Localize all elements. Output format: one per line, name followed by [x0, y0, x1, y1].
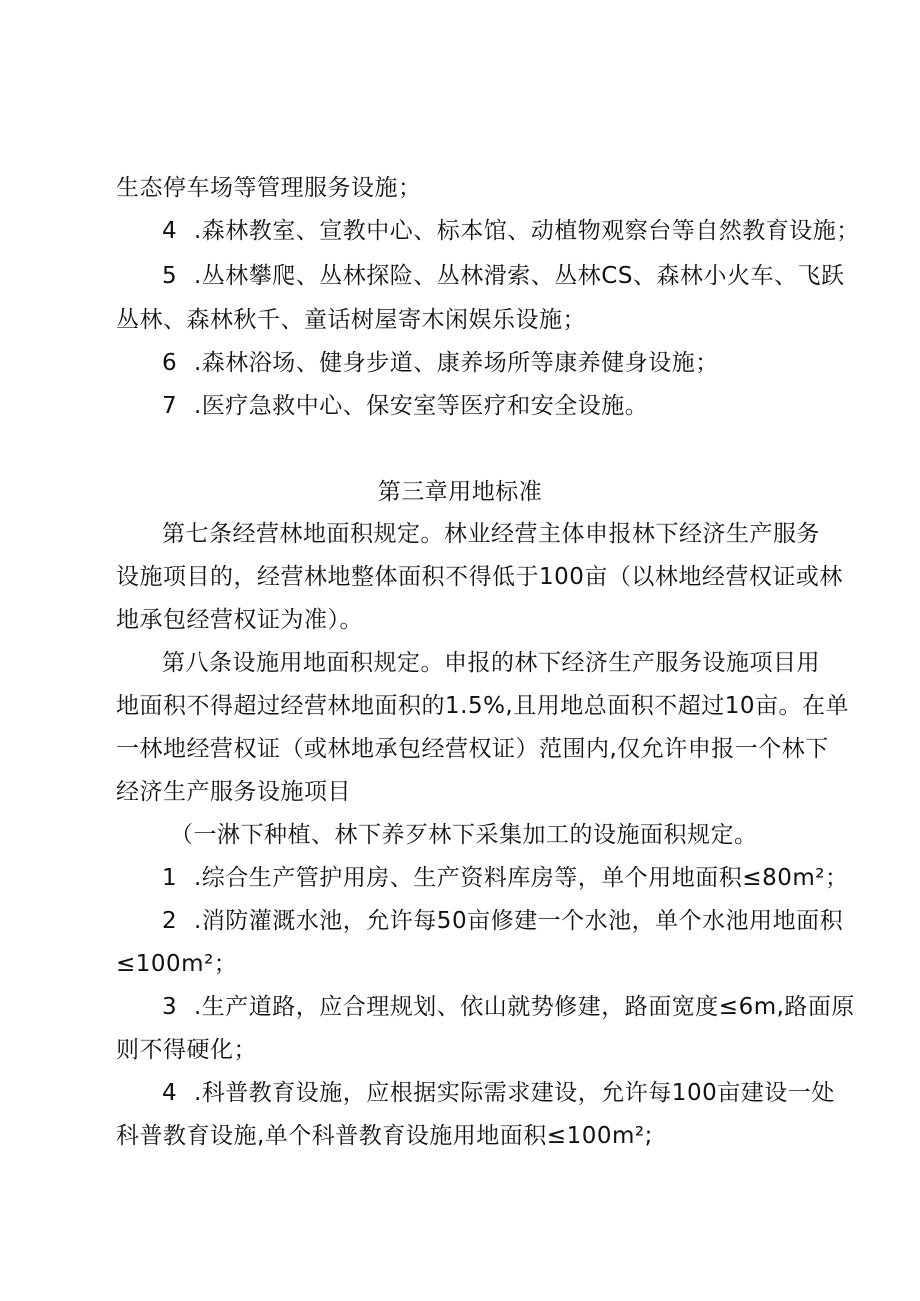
list-number: 1 [162, 865, 178, 891]
paragraph-line [116, 605, 363, 635]
list-item-1 [162, 863, 848, 893]
paragraph-line [116, 691, 849, 721]
line-text: .科普教育设施，应根据实际需求建设，允许每100亩建设一处 [194, 1080, 835, 1106]
list-number: 7 [162, 393, 178, 419]
line-text: 一林地经营权证（或林地承包经营权证）范围内,仅允许申报一个林下 [116, 736, 829, 762]
line-text: 第八条设施用地面积规定。申报的林下经济生产服务设施项目用 [162, 650, 820, 676]
paragraph-line [116, 562, 843, 592]
paragraph-line [116, 734, 829, 764]
subsection-heading [170, 820, 758, 850]
line-text: .医疗急救中心、保安室等医疗和安全设施。 [194, 393, 649, 419]
line-text: .综合生产管护用房、生产资料库房等，单个用地面积≤80m²； [194, 865, 849, 891]
list-item-7 [162, 391, 648, 421]
article-8-line [162, 648, 820, 678]
paragraph-line [116, 1035, 257, 1065]
list-item-3 [162, 992, 855, 1022]
line-text: .生产道路，应合理规划、依山就势修建，路面宽度≤6m,路面原 [194, 994, 855, 1020]
heading-text: 第三章用地标准 [377, 479, 543, 505]
list-number: 2 [162, 908, 178, 934]
line-text: 丛林、森林秋千、童话树屋寄木闲娱乐设施； [116, 307, 586, 333]
list-number: 5 [162, 263, 178, 289]
paragraph-line [116, 305, 586, 335]
list-item-6 [162, 348, 719, 378]
line-text: 则不得硬化； [116, 1037, 257, 1063]
line-text: 地面积不得超过经营林地面积的1.5%,且用地总面积不超过10亩。在单 [116, 693, 850, 719]
line-text: 地承包经营权证为准）。 [116, 607, 363, 633]
list-item-5 [162, 261, 844, 291]
line-text: 生态停车场等管理服务设施； [116, 175, 422, 201]
list-number: 4 [162, 1080, 178, 1106]
line-text: .森林浴场、健身步道、康养场所等康养健身设施； [194, 350, 719, 376]
list-number: 6 [162, 350, 178, 376]
list-item-4 [162, 216, 860, 246]
list-number: 3 [162, 994, 178, 1020]
paragraph-line [116, 949, 237, 979]
paragraph-line [116, 777, 351, 807]
line-text: 第七条经营林地面积规定。林业经营主体申报林下经济生产服务 [162, 521, 820, 547]
line-text: .消防灌溉水池，允许每50亩修建一个水池，单个水池用地面积 [194, 908, 844, 934]
line-text: 科普教育设施,单个科普教育设施用地面积≤100m²; [116, 1123, 653, 1149]
line-text: .森林教室、宣教中心、标本馆、动植物观察台等自然教育设施； [194, 218, 860, 244]
list-item-4b [162, 1078, 835, 1108]
article-7-line [162, 519, 820, 549]
paragraph-line [116, 1121, 653, 1151]
line-text: （一淋下种植、林下养歹林下采集加工的设施面积规定。 [170, 822, 758, 848]
list-number: 4 [162, 218, 178, 244]
list-item-2 [162, 906, 843, 936]
line-text: ≤100m²； [116, 951, 238, 977]
chapter-heading [0, 477, 920, 507]
line-text: .丛林攀爬、丛林探险、丛林滑索、丛林CS、森林小火车、飞跃 [194, 263, 845, 289]
paragraph-line [116, 173, 422, 203]
line-text: 设施项目的，经营林地整体面积不得低于100亩（以林地经营权证或林 [116, 564, 843, 590]
line-text: 经济生产服务设施项目 [116, 779, 351, 805]
